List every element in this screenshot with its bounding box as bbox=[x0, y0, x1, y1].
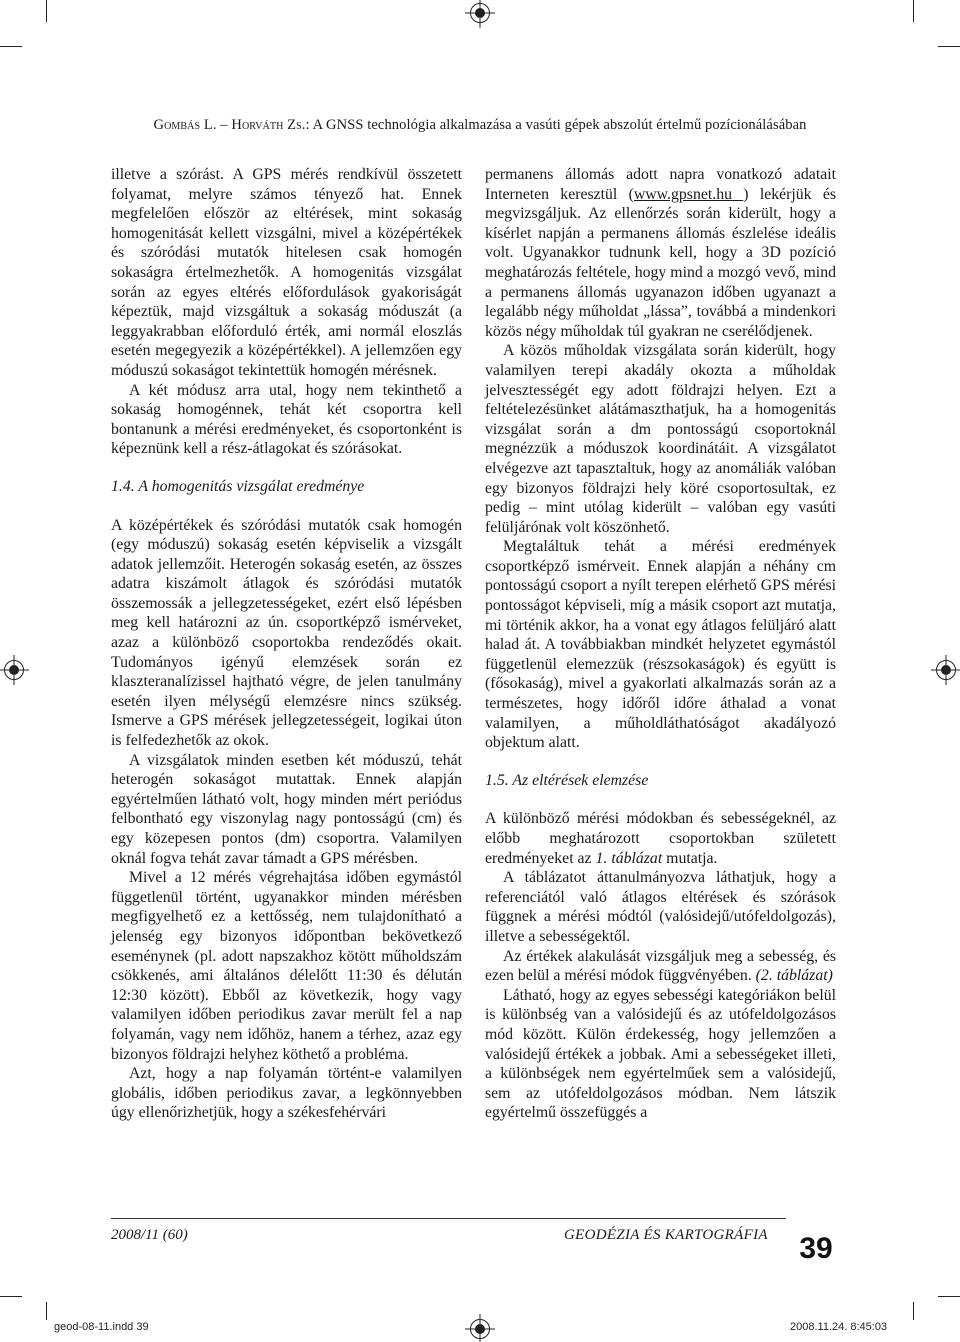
paragraph bbox=[485, 809, 836, 868]
header-separator: – bbox=[216, 117, 232, 133]
crop-mark bbox=[0, 1296, 22, 1297]
footer-journal-name: GEODÉZIA ÉS KARTOGRÁFIA bbox=[564, 1227, 768, 1243]
header-article-title: A GNSS technológia alkalmazása a vasúti gépek abszolút értelmű pozícionálásában bbox=[312, 117, 807, 133]
footer-issue: 2008/11 (60) bbox=[111, 1227, 188, 1243]
registration-mark-top bbox=[470, 3, 490, 23]
table-reference: (2. táblázat) bbox=[755, 967, 833, 985]
footer-rule bbox=[111, 1218, 786, 1219]
section-title: Az eltérések elemzése bbox=[512, 771, 649, 789]
running-head bbox=[0, 117, 960, 134]
section-heading bbox=[111, 477, 462, 497]
print-slug-file: geod-08-11.indd 39 bbox=[54, 1321, 149, 1333]
paragraph: A középértékek és szóródási mutatók csak homogén (egy móduszú) sokaság esetén képviselik a vizsgált adatok jellemzőit. Heterogén sokaság esetén, az összes adatra kiszámolt átlagok és szóródási mutatók összemossák a jellegzetességeket, ezért első lépésben meg kell határozni az ún. csoportképző ismérveket, azaz a különböző csoportokba rendeződés okait. Tudományos igényű elemzések során ez klaszteranalízissel hajtható végre, de jelen tanulmány esetén ilyen mélységű elemzésre nincs szükség. Ismerve a GPS mérések jellegzetességeit, logikai úton is felfedezhetők az okok. bbox=[111, 516, 462, 750]
section-heading bbox=[485, 771, 836, 791]
print-slug-datetime: 2008.11.24. 8:45:03 bbox=[790, 1321, 888, 1333]
header-separator: : bbox=[305, 117, 313, 133]
paragraph-text: permanens állomás adott napra vonatkozó adatait Interneten keresztül ( bbox=[485, 166, 836, 203]
right-column bbox=[485, 165, 836, 1123]
registration-mark-left bbox=[4, 660, 24, 680]
paragraph: illetve a szórást. A GPS mérés rendkívül összetett folyamat, melyre számos tényező hat. Ennek megfelelően először az eltérések, mint sokaság homogenitását kellett vizsgálni, mivel a középértékek és szóródási mutatók hitelesen csak homogén sokaságra értelmezhetők. A homogenitás vizsgálat során az egyes eltérés előfordulások gyakoriságát képeztük, majd vizsgáltuk a sokaság móduszát (a leggyakrabban előforduló érték, ami normál eloszlás esetén megegyezik a középértékkel). A jellemzően egy móduszú sokaságot tekintettük homogén mérésnek. bbox=[111, 166, 462, 379]
crop-mark bbox=[938, 1296, 960, 1297]
paragraph-text: ) lekérjük és megvizsgáljuk. Az ellenőrzés során kiderült, hogy a kísérlet napján a permanens állomás észlelése ideális volt. Ugyanakkor tudnunk kell, hogy a 3D pozíció meghatározás feltétele, hogy mind a mozgó vevő, mind a permanens állomás ugyanazon időben ugyanazt a legalább négy műholdat „lássa”, továbbá a mindenkori közös négy műholdak túl gyakran ne cserélődjenek. bbox=[485, 185, 836, 340]
paragraph: A táblázatot áttanulmányozva láthatjuk, hogy a referenciától való átlagos eltérések és szórások függnek a mérési módtól (valósidejű/utófeldolgozás), illetve a sebességektől. bbox=[485, 869, 836, 945]
crop-mark bbox=[913, 1302, 914, 1320]
section-number: 1.4. bbox=[111, 477, 135, 495]
gpsnet-link[interactable]: www.gpsnet.hu bbox=[633, 185, 744, 203]
crop-mark bbox=[46, 0, 47, 22]
paragraph: Megtaláltuk tehát a mérési eredmények csoportképző ismérveit. Ennek alapján a néhány cm pontosságú csoport a nyílt terepen elérhető GPS mérési pontosságot képviseli, míg a másik csoport azt mutatja, mi történik akkor, ha a vonat egy átlagos felüljáró alatt halad át. A továbbiakban mindkét helyzetet egymástól függetlenül elemezzük (részsokaságok) és együtt is (fősokaság), mivel a gyakorlati alkalmazás során az a természetes, hogy időről időre áthalad a vonat valamilyen, a műholdláthatóságot akadályozó objektum alatt. bbox=[485, 538, 836, 752]
section-title: A homogenitás vizsgálat eredménye bbox=[138, 477, 365, 495]
paragraph: A közös műholdak vizsgálata során kiderült, hogy valamilyen terepi akadály okozta a műholdak jelvesztességét egy adott földrajzi helyen. Ezt a feltételezésünket alátámaszthatjuk, ha a homogenitás vizsgálat során a dm pontosságú csoportoknál megnézzük a móduszok koordinátáit. A vizsgálatot elvégezve azt tapasztaltuk, hogy az anomáliák valóban egy bizonyos földrajzi hely köré csoportosultak, ez pedig – mint utólag kiderült – valóban egy vasúti felüljárónak volt köszönhető. bbox=[485, 342, 836, 536]
section-number: 1.5. bbox=[485, 771, 509, 789]
paragraph-text: Az értékek alakulását vizsgáljuk meg a sebesség, és ezen belül a mérési módok függvényében. bbox=[485, 947, 836, 985]
paragraph: A két módusz arra utal, hogy nem tekinthető a sokaság homogénnek, tehát két csoportra kell bontanunk a mérési eredményeket, és csoportonként is képeznünk kell a rész-átlagokat és szórásokat. bbox=[111, 381, 462, 458]
crop-mark bbox=[46, 1302, 47, 1320]
paragraph: Látható, hogy az egyes sebességi kategóriákon belül is különbség van a valósidejű és az utófeldolgozásos mód között. Külön érdekesség, hogy jellemzően a valósidejű értékek a jobbak. Ami a sebességeket illeti, a különbségek nem egyértelműek sem a valósidejű, sem az utófeldolgozásos módban. Nem látszik egyértelmű összefüggés a bbox=[485, 986, 836, 1122]
left-column bbox=[111, 165, 462, 1123]
page-number: 39 bbox=[799, 1232, 833, 1265]
crop-mark bbox=[0, 46, 22, 47]
paragraph: Mivel a 12 mérés végrehajtása időben egymástól függetlenül történt, ugyanakkor minden mérésben megfigyelhető ez a kettősség, nem tulajdonítható a jelenség egy bizonyos időpontban bekövetkező eseménynek (pl. adott napszakhoz kötött műholdszám csökkenés, ami általános délelőtt 11:30 és délután 12:30 között). Ebből az következik, hogy vagy valamilyen időben periodikus zavar merült fel a nap folyamán, vagy nem időhöz, hanem a térhez, azaz egy bizonyos földrajzi helyhez köthető a probléma. bbox=[111, 869, 462, 1063]
paragraph bbox=[485, 165, 836, 341]
crop-mark bbox=[913, 0, 914, 22]
registration-mark-right bbox=[936, 660, 956, 680]
header-author-1: Gombás L. bbox=[153, 117, 217, 133]
paragraph: Azt, hogy a nap folyamán történt-e valamilyen globális, időben periodikus zavar, a legkönnyebben úgy ellenőrizhetjük, hogy a székesfehérvári bbox=[111, 1065, 462, 1122]
table-reference: 1. táblázat bbox=[595, 849, 663, 867]
header-author-2: Horváth Zs. bbox=[231, 117, 306, 133]
registration-mark-bottom bbox=[470, 1319, 490, 1339]
paragraph-text: A különböző mérési módokban és sebességeknél, az előbb meghatározott csoportokban született eredményeket az bbox=[485, 810, 836, 867]
crop-mark bbox=[938, 46, 960, 47]
paragraph-text: mutatja. bbox=[662, 849, 718, 867]
paragraph: A vizsgálatok minden esetben két móduszú, tehát heterogén sokaságot mutattak. Ennek alapján egyértelműen látható volt, hogy minden mért periódus felbontható egy viszonylag nagy pontosságú (cm) és egy közepesen pontos (dm) csoportra. Valamilyen oknál fogva tehát zavar támadt a GPS mérésben. bbox=[111, 751, 462, 867]
paragraph bbox=[485, 947, 836, 986]
